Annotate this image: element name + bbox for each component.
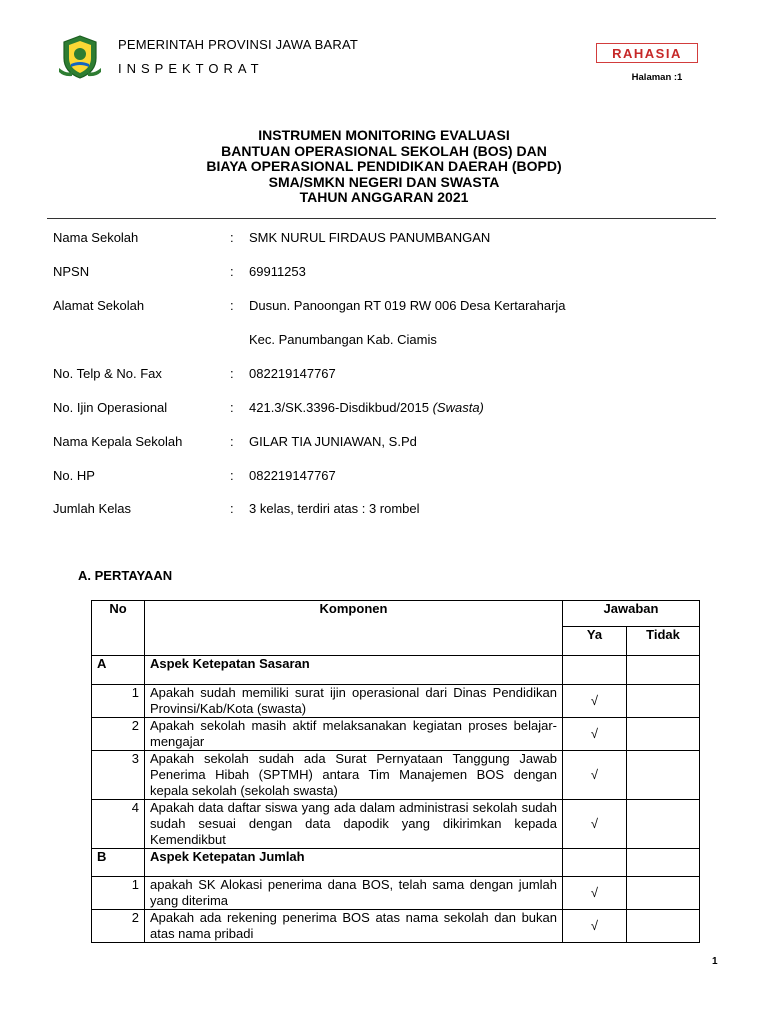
header-no: No <box>92 601 145 656</box>
answer-cell-yes: √ <box>563 685 627 718</box>
info-label: Alamat Sekolah <box>53 298 145 313</box>
info-colon: : <box>230 298 234 313</box>
info-colon: : <box>230 366 234 381</box>
document-title <box>0 128 768 206</box>
table-row-group <box>92 849 700 877</box>
header-no-answer: Tidak <box>627 627 700 656</box>
item-question: Apakah sudah memiliki surat ijin operasional dari Dinas Pendidikan Provinsi/Kab/Kota (swasta) <box>145 685 563 718</box>
answer-cell-yes <box>563 849 627 877</box>
item-number: 1 <box>92 685 145 718</box>
answer-cell-no <box>627 751 700 800</box>
info-label: Jumlah Kelas <box>53 501 132 516</box>
classification-badge: RAHASIA <box>596 43 698 63</box>
answer-cell-yes: √ <box>563 751 627 800</box>
info-row-class-count <box>0 501 768 521</box>
info-value: 082219147767 <box>249 366 336 381</box>
item-question: Apakah sekolah sudah ada Surat Pernyataan Tanggung Jawab Penerima Hibah (SPTMH) antara Tim Manajemen BOS dengan kepala sekolah (sekolah swasta) <box>145 751 563 800</box>
answer-cell-yes: √ <box>563 877 627 910</box>
answer-cell-no <box>627 685 700 718</box>
info-row-phone-fax <box>0 366 768 386</box>
item-question: Apakah data daftar siswa yang ada dalam administrasi sekolah sudah sudah sesuai dengan data dapodik yang dikirimkan kepada Kemendikbut <box>145 800 563 849</box>
answer-cell-no <box>627 656 700 685</box>
section-title: A. PERTAYAAN <box>78 568 173 583</box>
title-line: TAHUN ANGGARAN 2021 <box>299 189 469 205</box>
info-label: NPSN <box>53 264 90 279</box>
item-number: 2 <box>92 718 145 751</box>
title-line: BANTUAN OPERASIONAL SEKOLAH (BOS) DAN <box>221 142 547 159</box>
answer-cell-yes: √ <box>563 718 627 751</box>
group-code: B <box>92 849 145 877</box>
info-colon: : <box>230 501 234 516</box>
answer-cell-yes: √ <box>563 800 627 849</box>
info-label: No. HP <box>53 468 95 483</box>
title-line: BIAYA OPERASIONAL PENDIDIKAN DAERAH (BOPD) <box>206 158 562 174</box>
item-number: 4 <box>92 800 145 849</box>
info-colon: : <box>230 468 234 483</box>
answer-cell-no <box>627 718 700 751</box>
item-number: 1 <box>92 877 145 910</box>
answer-cell-no <box>627 877 700 910</box>
info-value: 082219147767 <box>249 468 336 483</box>
info-value: Kec. Panumbangan Kab. Ciamis <box>249 332 437 347</box>
info-value: 69911253 <box>249 264 306 279</box>
answer-cell-no <box>627 800 700 849</box>
header-yes: Ya <box>563 627 627 656</box>
title-line: SMA/SMKN NEGERI DAN SWASTA <box>268 173 500 190</box>
permit-number: 421.3/SK.3396-Disdikbud/2015 <box>249 400 429 415</box>
info-label: Nama Sekolah <box>53 230 139 245</box>
info-row-address-continued <box>0 332 768 352</box>
office-name: INSPEKTORAT <box>118 61 264 76</box>
info-value: Dusun. Panoongan RT 019 RW 006 Desa Kertaraharja <box>249 298 566 313</box>
info-colon: : <box>230 264 234 279</box>
answer-cell-no <box>627 849 700 877</box>
info-row-school-name <box>0 230 768 250</box>
info-value: GILAR TIA JUNIAWAN, S.Pd <box>249 434 417 449</box>
permit-note: (Swasta) <box>432 400 484 415</box>
title-divider <box>47 218 716 219</box>
info-value <box>249 400 484 415</box>
info-colon: : <box>230 434 234 449</box>
info-row-npsn <box>0 264 768 284</box>
info-value: SMK NURUL FIRDAUS PANUMBANGAN <box>249 230 491 245</box>
info-label: No. Ijin Operasional <box>53 400 168 415</box>
info-colon: : <box>230 230 234 245</box>
group-code: A <box>92 656 145 685</box>
table-header-row <box>92 601 700 627</box>
title-line: INSTRUMEN MONITORING EVALUASI <box>258 127 510 143</box>
table-row <box>92 800 700 849</box>
group-title: Aspek Ketepatan Sasaran <box>145 656 563 685</box>
table-row <box>92 910 700 943</box>
table-row <box>92 718 700 751</box>
answer-cell-yes <box>563 656 627 685</box>
questions-table <box>91 600 700 943</box>
info-colon: : <box>230 400 234 415</box>
table-row <box>92 877 700 910</box>
group-title: Aspek Ketepatan Jumlah <box>145 849 563 877</box>
header-answer: Jawaban <box>563 601 700 627</box>
item-number: 3 <box>92 751 145 800</box>
answer-cell-no <box>627 910 700 943</box>
info-row-principal <box>0 434 768 454</box>
jawa-barat-emblem-icon <box>58 34 102 80</box>
info-row-operational-permit <box>0 400 768 420</box>
item-question: Apakah sekolah masih aktif melaksanakan kegiatan proses belajar-mengajar <box>145 718 563 751</box>
table-row <box>92 751 700 800</box>
header-component: Komponen <box>145 601 563 656</box>
table-row <box>92 685 700 718</box>
government-name: PEMERINTAH PROVINSI JAWA BARAT <box>118 37 359 52</box>
item-question: apakah SK Alokasi penerima dana BOS, telah sama dengan jumlah yang diterima <box>145 877 563 910</box>
item-number: 2 <box>92 910 145 943</box>
item-question: Apakah ada rekening penerima BOS atas nama sekolah dan bukan atas nama pribadi <box>145 910 563 943</box>
info-label: Nama Kepala Sekolah <box>53 434 183 449</box>
info-label: No. Telp & No. Fax <box>53 366 162 381</box>
info-value: 3 kelas, terdiri atas : 3 rombel <box>249 501 420 516</box>
answer-cell-yes: √ <box>563 910 627 943</box>
info-row-address <box>0 298 768 318</box>
table-row-group <box>92 656 700 685</box>
page-number: 1 <box>712 956 718 967</box>
info-row-mobile <box>0 468 768 488</box>
page-label: Halaman :1 <box>631 72 683 83</box>
